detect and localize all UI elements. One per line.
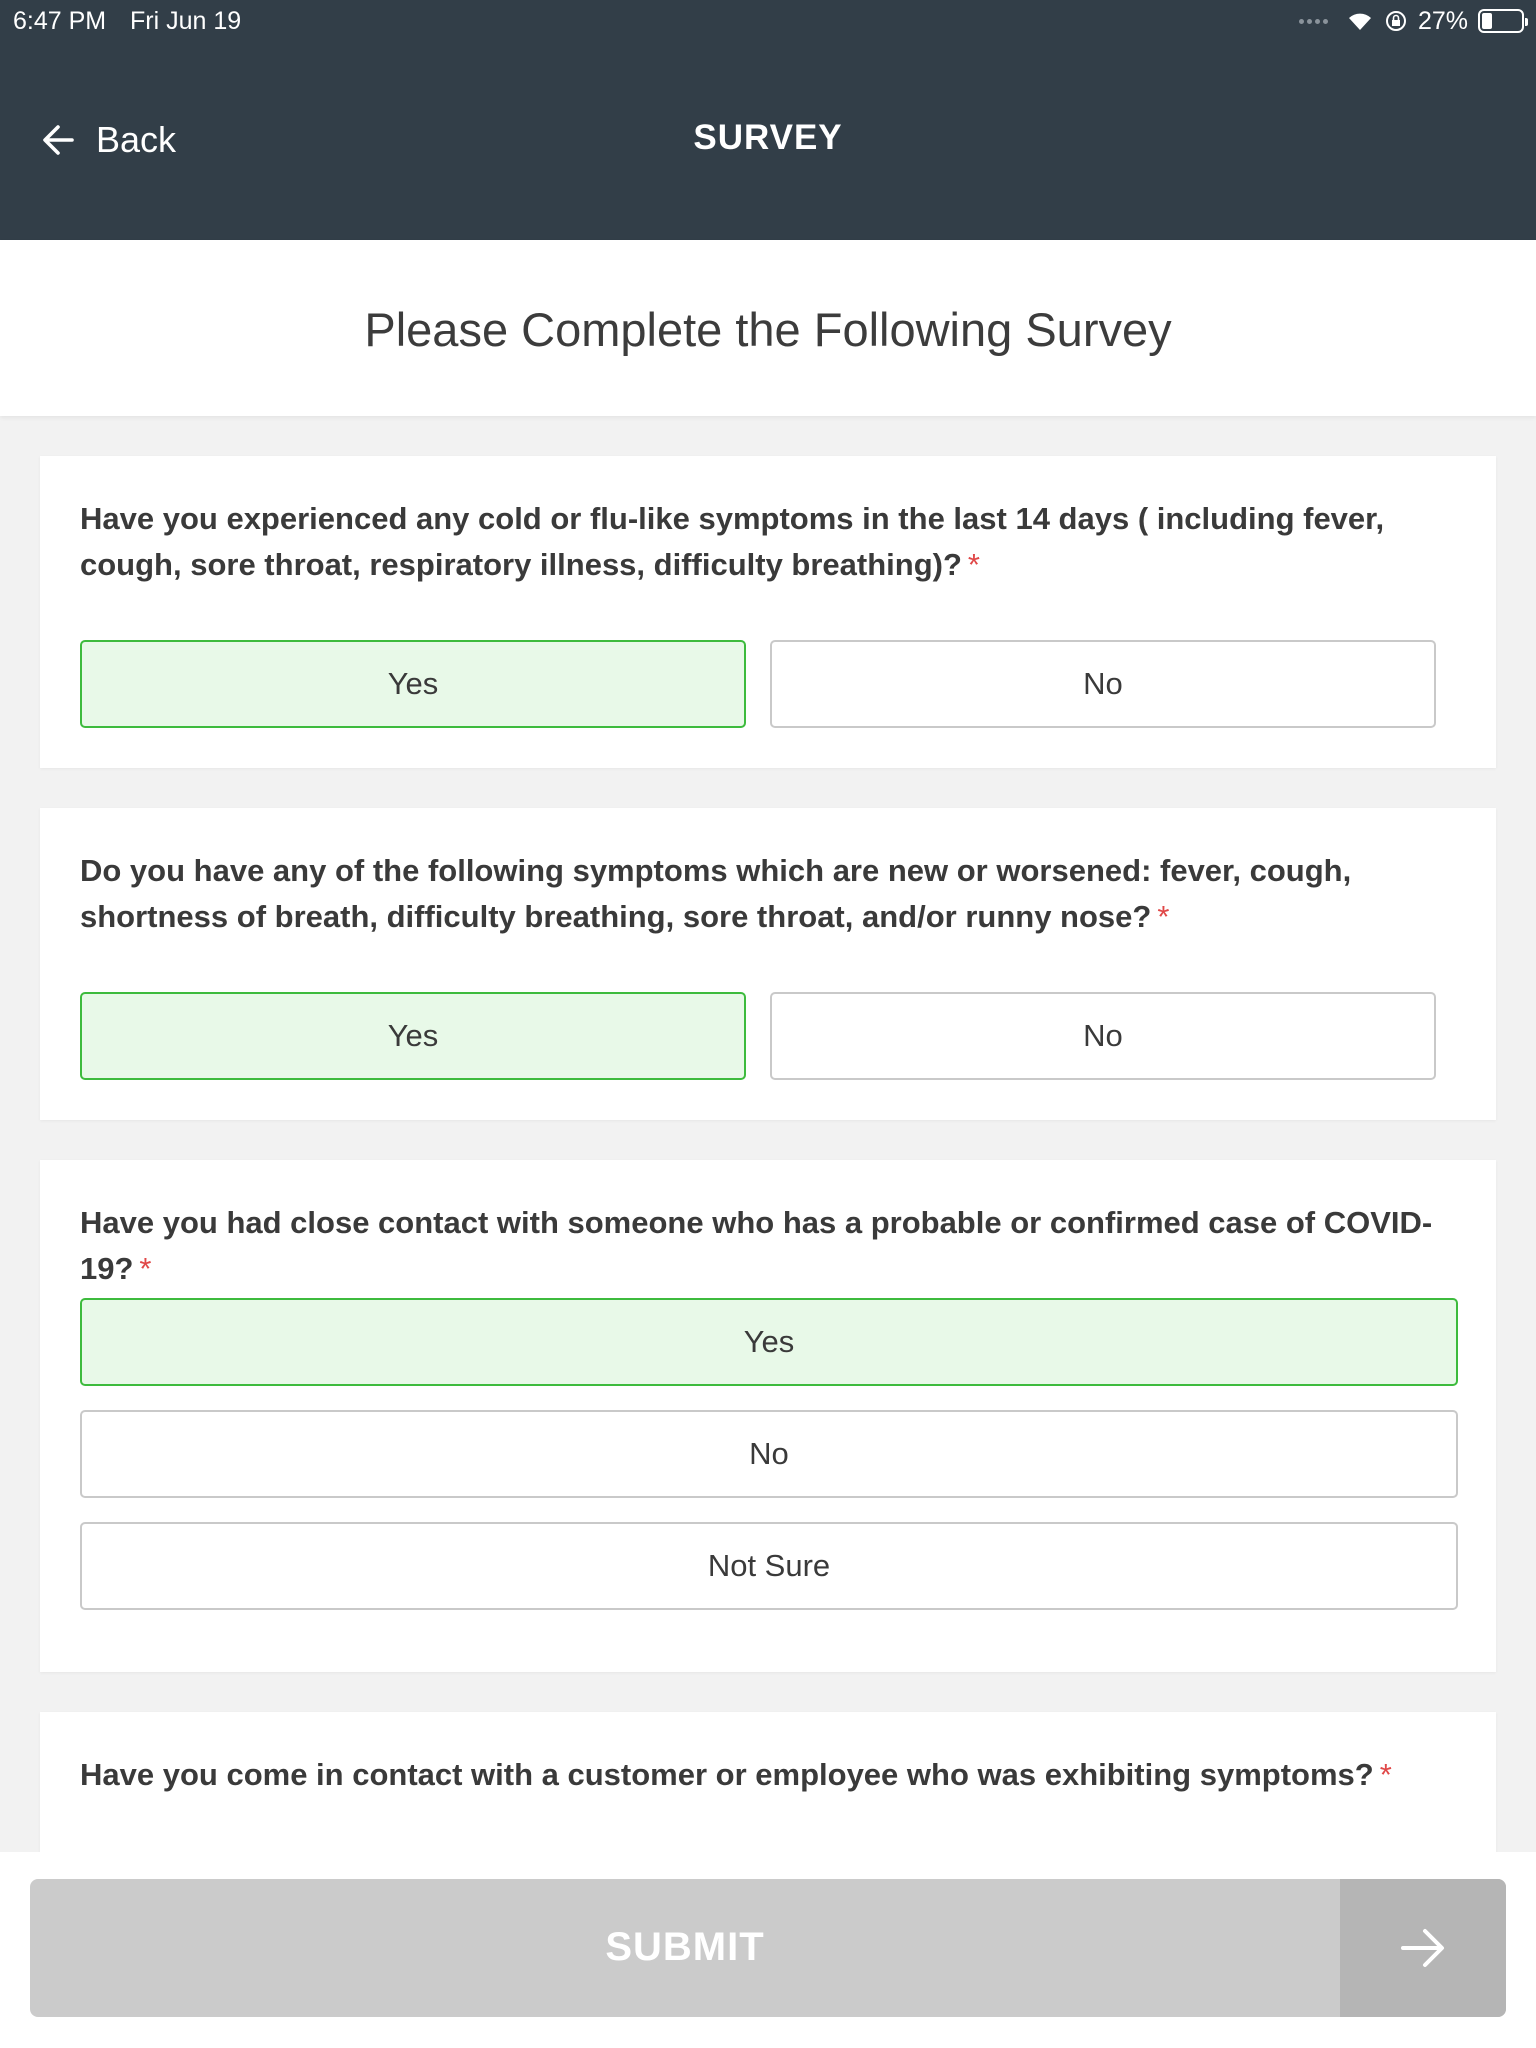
- submit-label: SUBMIT: [605, 1925, 765, 1969]
- battery-percent: 27%: [1417, 6, 1468, 35]
- option-yes[interactable]: Yes: [80, 640, 746, 728]
- battery-icon: [1478, 9, 1524, 33]
- cellular-signal-icon: [1299, 19, 1328, 24]
- option-not-sure[interactable]: Not Sure: [80, 1522, 1458, 1610]
- required-marker: *: [1157, 899, 1170, 934]
- back-label: Back: [96, 119, 177, 160]
- bottom-bar: [0, 1852, 1536, 2048]
- required-marker: *: [139, 1251, 152, 1286]
- question-text: Have you had close contact with someone who has a probable or confirmed case of COVID-19? *: [80, 1205, 1433, 1286]
- page-title: Please Complete the Following Survey: [364, 303, 1172, 356]
- option-yes[interactable]: Yes: [80, 992, 746, 1080]
- orientation-lock-icon: [1384, 9, 1408, 33]
- question-card-4: [40, 1712, 1496, 1872]
- nav-title: SURVEY: [693, 118, 843, 157]
- required-marker: *: [967, 547, 980, 582]
- required-marker: *: [1379, 1757, 1392, 1792]
- question-card-1: [40, 456, 1496, 768]
- option-yes[interactable]: Yes: [80, 1298, 1458, 1386]
- option-no[interactable]: No: [770, 640, 1436, 728]
- arrow-right-icon: [1397, 1922, 1449, 1974]
- question-text: Have you come in contact with a customer or employee who was exhibiting symptoms? *: [80, 1757, 1392, 1792]
- app-header: [0, 0, 1536, 240]
- status-date: Fri Jun 19: [130, 7, 242, 35]
- question-text: Have you experienced any cold or flu-like symptoms in the last 14 days ( including fever, cough, sore throat, respiratory illness, difficulty breathing)? *: [80, 501, 1385, 582]
- question-card-2: [40, 808, 1496, 1120]
- submit-arrow-button[interactable]: [1340, 1879, 1506, 2017]
- wifi-icon: [1346, 10, 1374, 32]
- status-indicators: [1299, 6, 1524, 36]
- option-no[interactable]: No: [80, 1410, 1458, 1498]
- option-no[interactable]: No: [770, 992, 1436, 1080]
- question-card-3: [40, 1160, 1496, 1672]
- battery-level: [1482, 13, 1492, 29]
- question-text: Do you have any of the following symptoms which are new or worsened: fever, cough, shortness of breath, difficulty breathing, sore throat, and/or runny nose? *: [80, 853, 1352, 934]
- submit-button[interactable]: [30, 1879, 1506, 2017]
- status-time: 6:47 PM: [13, 7, 107, 35]
- title-band: [0, 240, 1536, 416]
